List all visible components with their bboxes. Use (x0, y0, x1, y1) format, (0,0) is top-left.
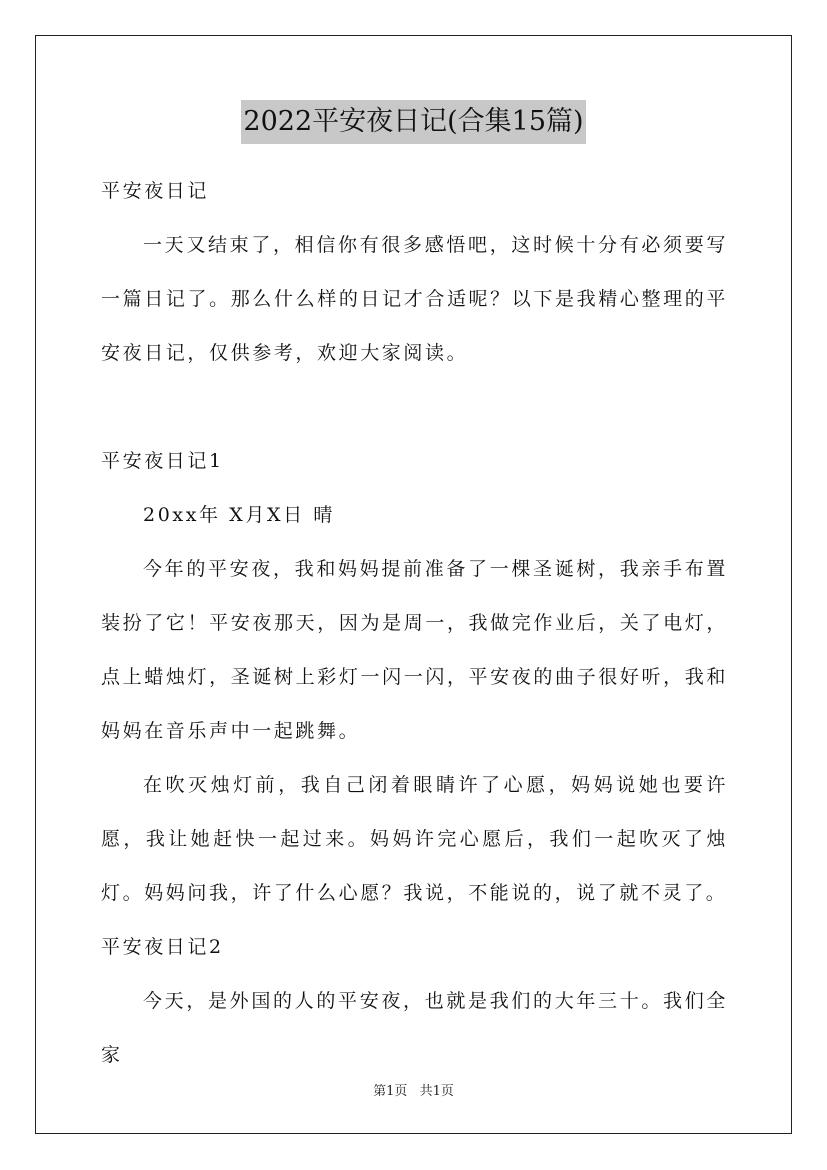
page-footer (0, 1082, 827, 1102)
page-total: 共1页 (419, 1084, 454, 1099)
body-paragraph: 今年的平安夜，我和妈妈提前准备了一棵圣诞树，我亲手布置装扮了它！平安夜那天，因为是周一，我做完作业后，关了电灯，点上蜡烛灯，圣诞树上彩灯一闪一闪，平安夜的曲子很好听，我和妈妈在音乐声中一起跳舞。 (101, 558, 728, 742)
page-number: 第1页 (373, 1084, 408, 1099)
document-body (101, 164, 728, 1082)
body-paragraph: 今天，是外国的人的平安夜，也就是我们的大年三十。我们全家 (101, 990, 728, 1066)
body-paragraph: 在吹灭烛灯前，我自己闭着眼睛许了心愿，妈妈说她也要许愿，我让她赶快一起过来。妈妈许完心愿后，我们一起吹灭了烛灯。妈妈问我，许了什么心愿？我说，不能说的，说了就不灵了。 (101, 774, 728, 904)
section-heading: 平安夜日记1 (101, 450, 224, 472)
section-heading: 平安夜日记 (101, 180, 210, 202)
title-area (0, 100, 827, 144)
section-heading: 平安夜日记2 (101, 936, 224, 958)
date-line: 20xx年 X月X日 晴 (143, 504, 335, 526)
intro-paragraph: 一天又结束了，相信你有很多感悟吧，这时候十分有必须要写一篇日记了。那么什么样的日记才合适呢？以下是我精心整理的平安夜日记，仅供参考，欢迎大家阅读。 (101, 234, 728, 364)
spacer (101, 380, 728, 434)
document-title: 2022平安夜日记(合集15篇) (241, 100, 585, 144)
